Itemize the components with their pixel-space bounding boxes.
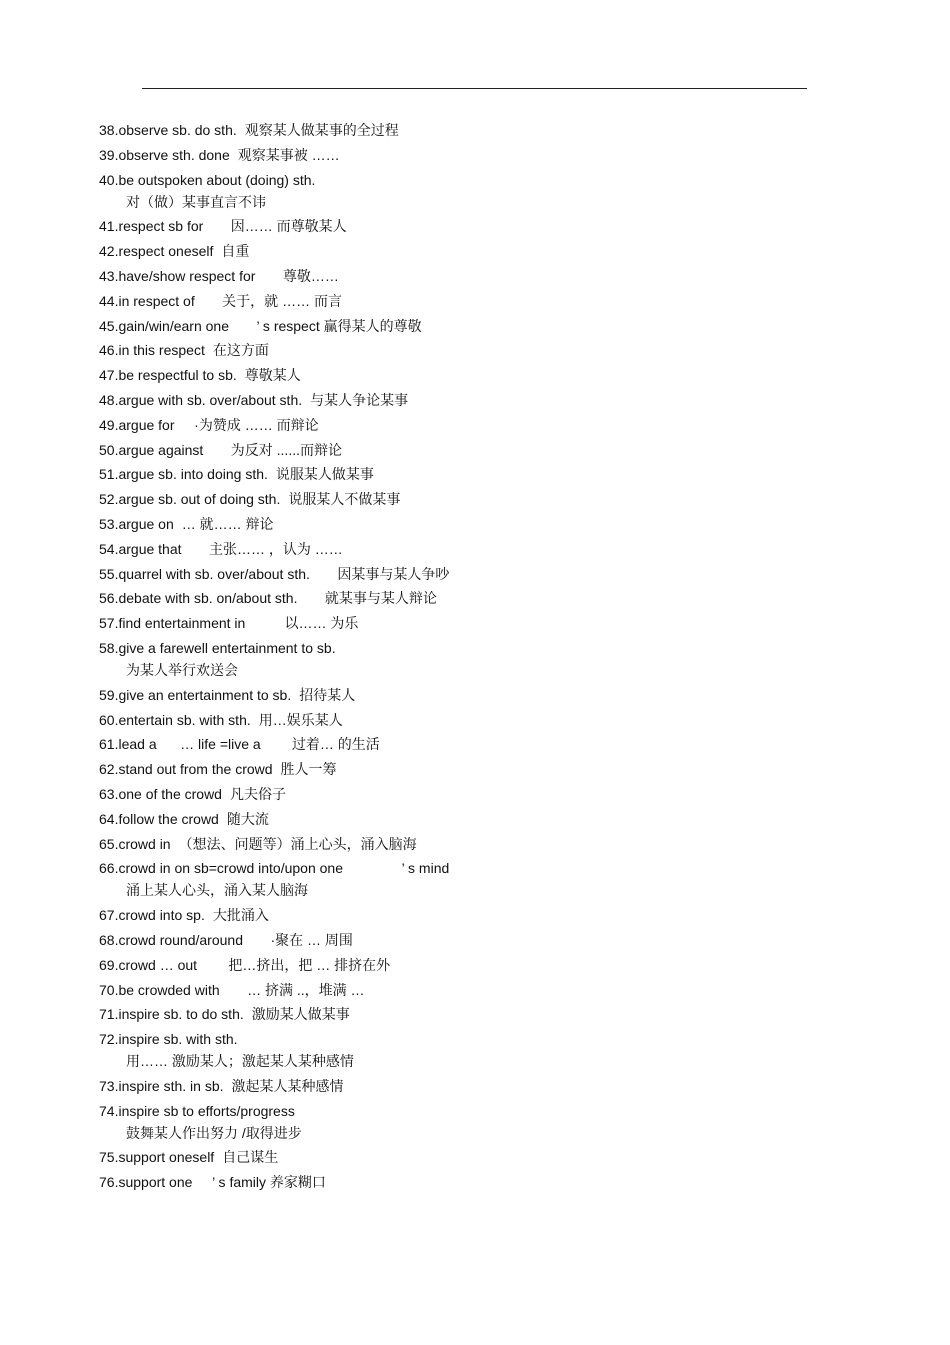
phrase-entry (99, 588, 819, 613)
phrase-chinese: 因…… 而尊敬某人 (211, 218, 347, 235)
phrase-entry (99, 564, 819, 589)
phrase-english: 39.observe sth. done (99, 146, 230, 163)
phrase-chinese: 凡夫俗子 (229, 785, 286, 802)
phrase-english: 71.inspire sb. to do sth. (99, 1006, 244, 1023)
phrase-chinese-translation: 对（做）某事直言不讳 (126, 193, 266, 210)
phrase-list (99, 120, 819, 1197)
phrase-entry (99, 734, 819, 759)
phrase-chinese: 观察某人做某事的全过程 (244, 122, 399, 138)
phrase-chinese-translation: 为某人举行欢送会 (126, 661, 238, 678)
phrase-english: 47.be respectful to sb. (99, 367, 237, 384)
phrase-entry (99, 980, 819, 1005)
phrase-entry (99, 216, 819, 241)
phrase-english: 56.debate with sb. on/about sth. (99, 590, 298, 607)
phrase-english: 59.give an entertainment to sb. (99, 686, 292, 703)
phrase-chinese: 以…… 为乐 (253, 615, 359, 632)
phrase-chinese: 招待某人 (299, 686, 356, 703)
phrase-entry (99, 834, 819, 859)
phrase-english: 58.give a farewell entertainment to sb. (99, 639, 336, 656)
phrase-entry (99, 1101, 819, 1148)
phrase-english: 70.be crowded with (99, 981, 220, 998)
phrase-english: 52.argue sb. out of doing sth. (99, 491, 281, 508)
phrase-chinese: 说服某人不做某事 (288, 491, 401, 508)
phrase-english: 65.crowd in (99, 835, 171, 852)
phrase-chinese-translation: 涌上某人心头，涌入某人脑海 (126, 882, 308, 899)
phrase-entry (99, 930, 819, 955)
phrase-english: 45.gain/win/earn one (99, 317, 229, 334)
phrase-chinese: 与某人争论某事 (310, 391, 409, 408)
phrase-english: 41.respect sb for (99, 218, 204, 235)
phrase-english: 44.in respect of (99, 292, 195, 309)
phrase-english: 55.quarrel with sb. over/about sth. (99, 565, 310, 582)
phrase-chinese: 自重 (221, 243, 250, 260)
phrase-entry (99, 415, 819, 440)
phrase-entry (99, 809, 819, 834)
phrase-chinese: 自己谋生 (222, 1149, 279, 1166)
phrase-english: 61.lead a (99, 736, 157, 753)
phrase-entry (99, 489, 819, 514)
phrase-english: 63.one of the crowd (99, 785, 222, 802)
phrase-chinese: ’ s mind (351, 860, 450, 877)
phrase-entry (99, 1004, 819, 1029)
phrase-english: 50.argue against (99, 441, 204, 458)
phrase-english: 51.argue sb. into doing sth. (99, 466, 268, 483)
phrase-chinese: 主张…… ，认为 …… (189, 540, 343, 557)
phrase-chinese: 关于，就 …… 而言 (202, 292, 342, 309)
phrase-entry (99, 145, 819, 170)
phrase-chinese: （想法、问题等）涌上心头，涌入脑海 (178, 835, 417, 852)
phrase-english: 64.follow the crowd (99, 810, 219, 827)
phrase-entry (99, 1029, 819, 1076)
phrase-entry (99, 291, 819, 316)
phrase-entry (99, 1147, 819, 1172)
phrase-chinese: 为反对 ......而辩论 (211, 441, 342, 458)
header-rule (142, 88, 807, 89)
phrase-entry (99, 1076, 819, 1101)
phrase-entry (99, 170, 819, 217)
phrase-entry (99, 858, 819, 905)
phrase-english: 68.crowd round/around (99, 931, 243, 948)
phrase-chinese: 把…挤出，把 … 排挤在外 (205, 956, 391, 973)
phrase-english: 46.in this respect (99, 342, 205, 359)
phrase-entry (99, 955, 819, 980)
phrase-chinese: … life =live a 过着… 的生活 (164, 736, 380, 753)
phrase-entry (99, 905, 819, 930)
phrase-chinese: 胜人一筹 (280, 761, 337, 778)
phrase-entry (99, 440, 819, 465)
phrase-entry (99, 638, 819, 685)
phrase-english: 62.stand out from the crowd (99, 761, 273, 778)
phrase-entry (99, 539, 819, 564)
phrase-entry (99, 120, 819, 145)
phrase-chinese: … 挤满 ..，堆满 … (227, 981, 365, 998)
phrase-english: 67.crowd into sp. (99, 907, 205, 924)
phrase-entry (99, 340, 819, 365)
phrase-chinese: 随大流 (226, 810, 269, 827)
phrase-chinese: 尊敬某人 (244, 367, 301, 384)
phrase-english: 75.support oneself (99, 1149, 215, 1166)
phrase-entry (99, 464, 819, 489)
phrase-chinese-translation: 用…… 激励某人；激起某人某种感情 (126, 1053, 354, 1070)
phrase-english: 54.argue that (99, 540, 182, 557)
phrase-entry (99, 241, 819, 266)
phrase-english: 72.inspire sb. with sth. (99, 1031, 238, 1048)
phrase-english: 53.argue on (99, 515, 174, 532)
phrase-chinese: 说服某人做某事 (275, 466, 374, 483)
phrase-english: 57.find entertainment in (99, 615, 246, 632)
phrase-english: 43.have/show respect for (99, 267, 256, 284)
phrase-entry (99, 685, 819, 710)
phrase-english: 60.entertain sb. with sth. (99, 711, 251, 728)
phrase-chinese: 用…娱乐某人 (258, 711, 343, 728)
phrase-english: 76.support one (99, 1174, 193, 1191)
phrase-entry (99, 710, 819, 735)
phrase-entry (99, 1172, 819, 1197)
phrase-chinese: ’ s family 养家糊口 (200, 1174, 326, 1191)
phrase-english: 73.inspire sth. in sb. (99, 1077, 224, 1094)
phrase-chinese: 就某事与某人辩论 (305, 590, 437, 607)
phrase-chinese: … 就…… 辩论 (181, 515, 274, 532)
phrase-chinese: 激起某人某种感情 (231, 1077, 344, 1094)
phrase-chinese-translation: 鼓舞某人作出努力 /取得进步 (126, 1124, 302, 1141)
phrase-entry (99, 390, 819, 415)
phrase-entry (99, 365, 819, 390)
phrase-chinese: ’ s respect 赢得某人的尊敬 (237, 317, 422, 334)
phrase-english: 42.respect oneself (99, 243, 214, 260)
phrase-entry (99, 613, 819, 638)
phrase-entry (99, 266, 819, 291)
phrase-chinese: 因某事与某人争吵 (317, 565, 450, 582)
phrase-chinese: 尊敬…… (263, 267, 339, 284)
phrase-english: 40.be outspoken about (doing) sth. (99, 171, 316, 188)
phrase-chinese: ·为赞成 …… 而辩论 (182, 416, 319, 433)
phrase-english: 38.observe sb. do sth. (99, 122, 237, 138)
phrase-english: 69.crowd … out (99, 956, 198, 973)
phrase-entry (99, 784, 819, 809)
phrase-english: 48.argue with sb. over/about sth. (99, 391, 303, 408)
phrase-entry (99, 514, 819, 539)
phrase-chinese: 观察某事被 …… (237, 146, 340, 163)
phrase-chinese: 在这方面 (212, 342, 269, 359)
phrase-english: 74.inspire sb to efforts/progress (99, 1102, 295, 1119)
phrase-english: 49.argue for (99, 416, 175, 433)
phrase-chinese: ·聚在 … 周围 (251, 931, 353, 948)
phrase-chinese: 大批涌入 (212, 907, 269, 924)
phrase-entry (99, 316, 819, 341)
phrase-chinese: 激励某人做某事 (251, 1006, 350, 1023)
phrase-entry (99, 759, 819, 784)
phrase-english: 66.crowd in on sb=crowd into/upon one (99, 860, 343, 877)
